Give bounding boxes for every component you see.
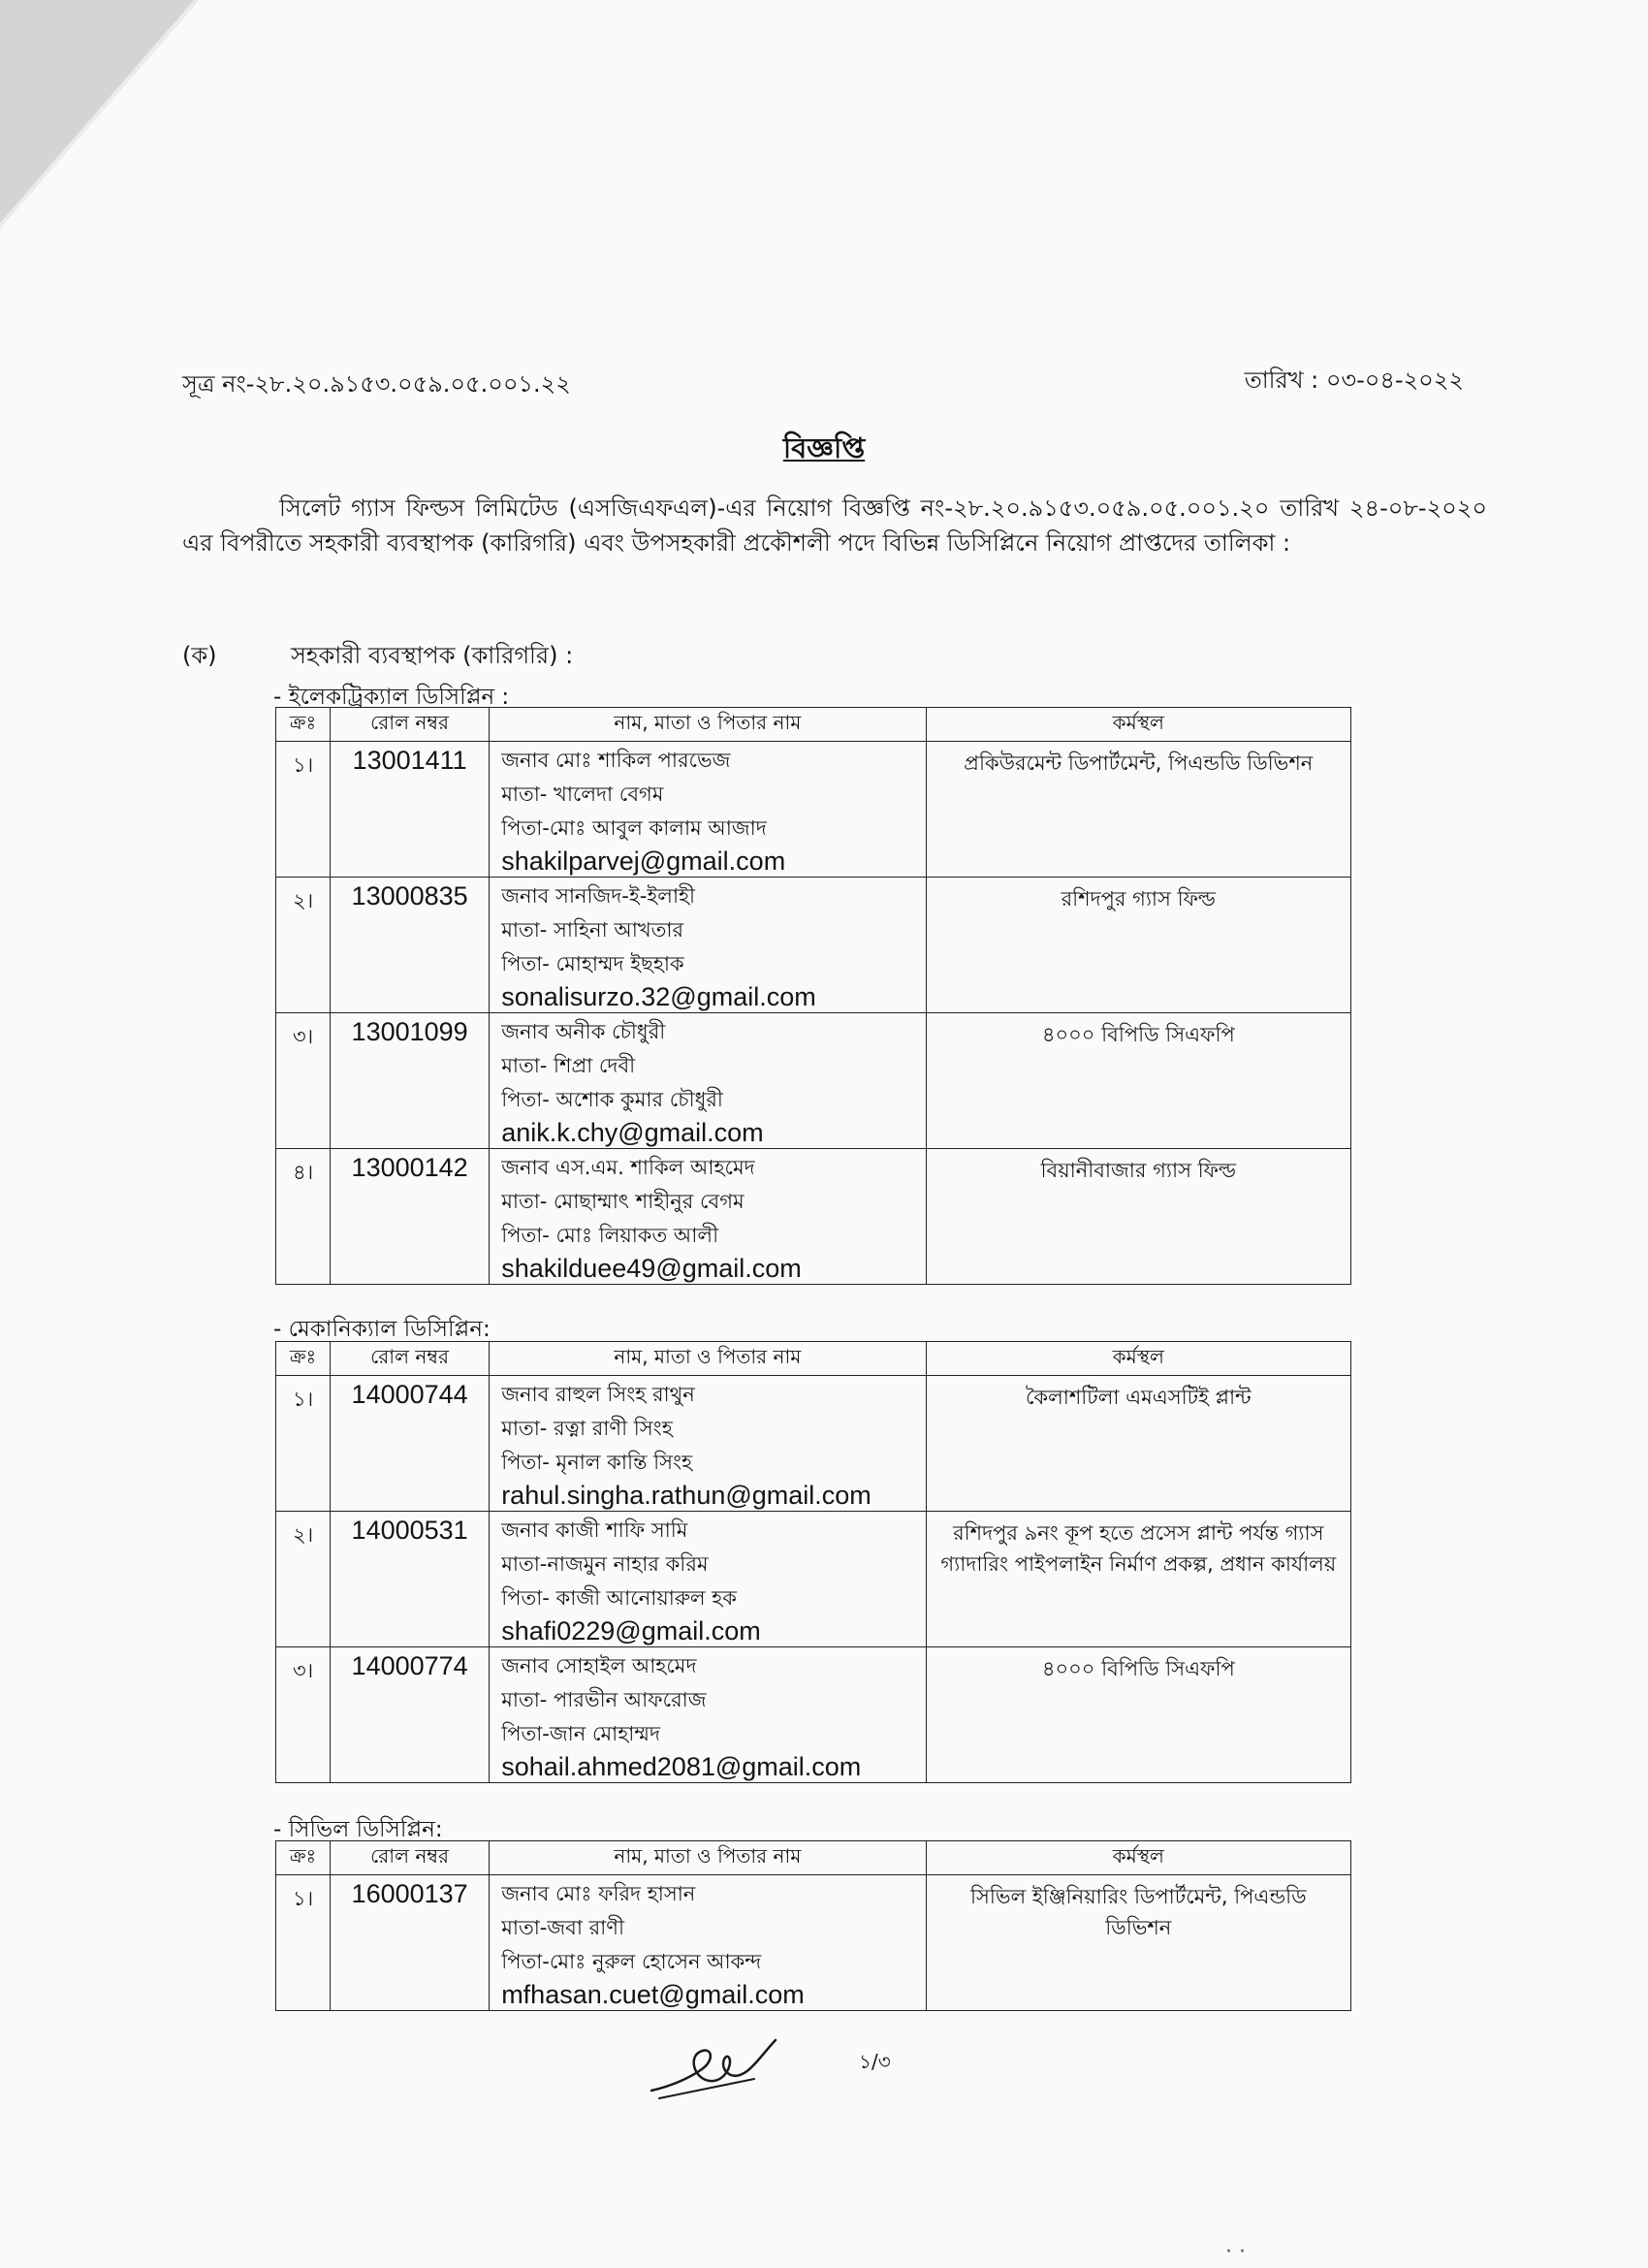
workplace-cell: সিভিল ইঞ্জিনিয়ারিং ডিপার্টমেন্ট, পিএন্ডডি ডিভিশন: [926, 1875, 1350, 2011]
column-header-name: নাম, মাতা ও পিতার নাম: [490, 708, 926, 742]
table-header-row: [276, 708, 1351, 742]
roll-cell: 13001411: [331, 742, 490, 878]
table-row: [276, 742, 1351, 878]
scan-speck: · ·: [1225, 2240, 1246, 2264]
person-name: জনাব রাহুল সিংহ রাথুন: [501, 1383, 695, 1406]
intro-paragraph: সিলেট গ্যাস ফিল্ডস লিমিটেড (এসজিএফএল)-এর নিয়োগ বিজ্ঞপ্তি নং-২৮.২০.৯১৫৩.০৫৯.০৫.০০১.২০ তারিখ ২৪-০৮-২০২০ এর বিপরীতে সহকারী ব্যবস্থাপক (কারিগরি) এবং উপসহকারী প্রকৌশলী পদে বিভিন্ন ডিসিপ্লিনে নিয়োগ প্রাপ্তদের তালিকা :: [182, 495, 1487, 557]
person-cell: [490, 878, 926, 1013]
table-header-row: [276, 1342, 1351, 1376]
section-title: সহকারী ব্যবস্থাপক (কারিগরি) :: [291, 642, 574, 669]
section-mark: (ক): [182, 642, 217, 669]
email-address: shafi0229@gmail.com: [501, 1616, 761, 1645]
column-header-roll: রোল নম্বর: [331, 708, 490, 742]
table-row: [276, 1013, 1351, 1149]
column-header-serial: ক্রঃ: [276, 1841, 331, 1875]
email-address: shakilparvej@gmail.com: [501, 847, 786, 876]
roll-cell: 13000142: [331, 1149, 490, 1285]
mother-name: মাতা- সাহিনা আখতার: [501, 918, 684, 942]
mother-name: মাতা- মোছাম্মাৎ শাহীনুর বেগম: [501, 1190, 745, 1213]
serial-cell: ৪।: [276, 1149, 331, 1285]
person-name: জনাব এস.এম. শাকিল আহমেদ: [501, 1156, 755, 1179]
table-header-row: [276, 1841, 1351, 1875]
mother-name: মাতা- পারভীন আফরোজ: [501, 1688, 707, 1711]
father-name: পিতা-জান মোহাম্মদ: [501, 1722, 660, 1745]
serial-cell: ১।: [276, 742, 331, 878]
workplace-cell: ৪০০০ বিপিডি সিএফপি: [926, 1013, 1350, 1149]
table-row: [276, 1376, 1351, 1512]
signature-graphic: [640, 2030, 785, 2108]
person-cell: [490, 1512, 926, 1647]
discipline-title-mechanical: - মেকানিক্যাল ডিসিপ্লিন:: [273, 1317, 491, 1342]
page-fold-corner: [0, 0, 194, 223]
roll-cell: 14000774: [331, 1647, 490, 1783]
notice-heading: বিজ্ঞপ্তি: [782, 431, 866, 464]
table-row: [276, 1149, 1351, 1285]
column-header-name: নাম, মাতা ও পিতার নাম: [490, 1841, 926, 1875]
person-cell: [490, 742, 926, 878]
person-cell: [490, 1875, 926, 2011]
father-name: পিতা- মোঃ লিয়াকত আলী: [501, 1224, 719, 1247]
person-name: জনাব কাজী শাফি সামি: [501, 1518, 688, 1542]
workplace-cell: বিয়ানীবাজার গ্যাস ফিল্ড: [926, 1149, 1350, 1285]
column-header-name: নাম, মাতা ও পিতার নাম: [490, 1342, 926, 1376]
father-name: পিতা- মোহাম্মদ ইছহাক: [501, 952, 684, 975]
table-row: [276, 1875, 1351, 2011]
serial-cell: ২।: [276, 878, 331, 1013]
father-name: পিতা- মৃনাল কান্তি সিংহ: [501, 1451, 693, 1474]
table-row: [276, 1512, 1351, 1647]
workplace-cell: কৈলাশটিলা এমএসটিই প্লান্ট: [926, 1376, 1350, 1512]
column-header-workplace: কর্মস্থল: [926, 708, 1350, 742]
workplace-cell: ৪০০০ বিপিডি সিএফপি: [926, 1647, 1350, 1783]
serial-cell: ১।: [276, 1376, 331, 1512]
person-name: জনাব মোঃ শাকিল পারভেজ: [501, 749, 731, 772]
roll-cell: 14000531: [331, 1512, 490, 1647]
serial-cell: ১।: [276, 1875, 331, 2011]
person-cell: [490, 1013, 926, 1149]
roll-cell: 13001099: [331, 1013, 490, 1149]
table-row: [276, 1647, 1351, 1783]
roll-cell: 16000137: [331, 1875, 490, 2011]
father-name: পিতা-মোঃ নুরুল হোসেন আকন্দ: [501, 1950, 762, 1973]
discipline-title-civil: - সিভিল ডিসিপ্লিন:: [273, 1817, 443, 1842]
person-name: জনাব সোহাইল আহমেদ: [501, 1654, 697, 1677]
workplace-cell: রশিদপুর গ্যাস ফিল্ড: [926, 878, 1350, 1013]
workplace-cell: রশিদপুর ৯নং কূপ হতে প্রসেস প্লান্ট পর্যন্ত গ্যাস গ্যাদারিং পাইপলাইন নির্মাণ প্রকল্প, প্রধান কার্যালয়: [926, 1512, 1350, 1647]
person-name: জনাব মোঃ ফরিদ হাসান: [501, 1882, 696, 1905]
mother-name: মাতা- রত্না রাণী সিংহ: [501, 1417, 673, 1440]
person-cell: [490, 1376, 926, 1512]
electrical-table: [275, 707, 1351, 1285]
civil-table: [275, 1840, 1351, 2011]
column-header-roll: রোল নম্বর: [331, 1342, 490, 1376]
memo-number: সূত্র নং-২৮.২০.৯১৫৩.০৫৯.০৫.০০১.২২: [182, 370, 571, 398]
email-address: shakilduee49@gmail.com: [501, 1254, 802, 1283]
email-address: sohail.ahmed2081@gmail.com: [501, 1752, 862, 1781]
issue-date: তারিখ : ০৩-০৪-২০২২: [1244, 367, 1464, 394]
email-address: mfhasan.cuet@gmail.com: [501, 1980, 805, 2009]
column-header-serial: ক্রঃ: [276, 708, 331, 742]
column-header-roll: রোল নম্বর: [331, 1841, 490, 1875]
roll-cell: 13000835: [331, 878, 490, 1013]
person-cell: [490, 1149, 926, 1285]
serial-cell: ৩।: [276, 1647, 331, 1783]
workplace-cell: প্রকিউরমেন্ট ডিপার্টমেন্ট, পিএন্ডডি ডিভিশন: [926, 742, 1350, 878]
mother-name: মাতা- খালেদা বেগম: [501, 783, 664, 806]
email-address: sonalisurzo.32@gmail.com: [501, 982, 816, 1011]
father-name: পিতা-মোঃ আবুল কালাম আজাদ: [501, 816, 767, 840]
father-name: পিতা- কাজী আনোয়ারুল হক: [501, 1586, 737, 1610]
roll-cell: 14000744: [331, 1376, 490, 1512]
email-address: anik.k.chy@gmail.com: [501, 1118, 764, 1147]
column-header-serial: ক্রঃ: [276, 1342, 331, 1376]
table-row: [276, 878, 1351, 1013]
serial-cell: ২।: [276, 1512, 331, 1647]
column-header-workplace: কর্মস্থল: [926, 1841, 1350, 1875]
person-name: জনাব সানজিদ-ই-ইলাহী: [501, 884, 696, 908]
column-header-workplace: কর্মস্থল: [926, 1342, 1350, 1376]
mother-name: মাতা- শিপ্রা দেবী: [501, 1054, 636, 1077]
person-cell: [490, 1647, 926, 1783]
discipline-title-electrical: - ইলেকট্রিক্যাল ডিসিপ্লিন :: [273, 685, 510, 710]
mother-name: মাতা-নাজমুন নাহার করিম: [501, 1552, 709, 1576]
serial-cell: ৩।: [276, 1013, 331, 1149]
person-name: জনাব অনীক চৌধুরী: [501, 1020, 666, 1043]
mother-name: মাতা-জবা রাণী: [501, 1916, 624, 1939]
father-name: পিতা- অশোক কুমার চৌধুরী: [501, 1088, 723, 1111]
page-number: ১/৩: [859, 2050, 891, 2073]
email-address: rahul.singha.rathun@gmail.com: [501, 1481, 872, 1510]
mechanical-table: [275, 1341, 1351, 1783]
